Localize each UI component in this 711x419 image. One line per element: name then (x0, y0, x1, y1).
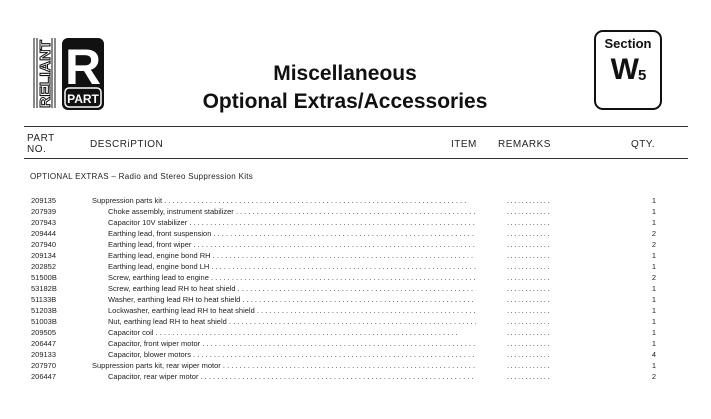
section-label: Section (604, 36, 652, 51)
reliant-part-logo (30, 32, 112, 112)
page-title-line2: Optional Extras/Accessories (202, 90, 488, 113)
remarks-leader: ............ (507, 350, 552, 359)
logo-brand: RELIANT (37, 43, 54, 108)
part-number: 209135 (31, 196, 57, 205)
quantity: 1 (651, 317, 656, 326)
header-bottom-rule (24, 158, 688, 159)
part-description: Screw, earthing lead RH to heat shield . . . (108, 283, 476, 294)
col-header-item: ITEM (451, 139, 477, 150)
table-row (0, 360, 711, 371)
logo-letter: R (64, 39, 102, 95)
part-number: 207939 (31, 207, 57, 216)
part-number: 51203B (31, 306, 57, 315)
table-row (0, 349, 711, 360)
remarks-leader: ............ (507, 262, 552, 271)
table-row (0, 250, 711, 261)
table-row (0, 272, 711, 283)
quantity: 1 (651, 207, 656, 216)
part-description: Screw, earthing lead to engine . . . (108, 272, 476, 283)
remarks-leader: ............ (507, 295, 552, 304)
table-row (0, 338, 711, 349)
quantity: 1 (651, 284, 656, 293)
part-description: Capacitor 10V stabilizer . . . (108, 217, 476, 228)
quantity: 1 (651, 339, 656, 348)
table-row (0, 228, 711, 239)
col-header-remarks: REMARKS (498, 139, 551, 150)
part-description: Capacitor, front wiper motor . . . (108, 338, 476, 349)
remarks-leader: ............ (507, 218, 552, 227)
quantity: 2 (651, 229, 656, 238)
remarks-leader: ............ (507, 207, 552, 216)
remarks-leader: ............ (507, 196, 552, 205)
part-number: 51133B (31, 295, 57, 304)
remarks-leader: ............ (507, 339, 552, 348)
table-row (0, 294, 711, 305)
remarks-leader: ............ (507, 328, 552, 337)
part-number: 206447 (31, 339, 57, 348)
table-row (0, 206, 711, 217)
part-description: Suppression parts kit . . . (92, 195, 476, 206)
part-description: Capacitor, blower motors . . . (108, 349, 476, 360)
part-number: 206447 (31, 372, 57, 381)
remarks-leader: ............ (507, 372, 552, 381)
part-description: Earthing lead, engine bond LH . . . (108, 261, 476, 272)
quantity: 1 (651, 306, 656, 315)
remarks-leader: ............ (507, 317, 552, 326)
part-number: 209134 (31, 251, 57, 260)
table-row (0, 316, 711, 327)
part-number: 207940 (31, 240, 57, 249)
remarks-leader: ............ (507, 361, 552, 370)
part-description: Suppression parts kit, rear wiper motor . . . (92, 360, 476, 371)
remarks-leader: ............ (507, 240, 552, 249)
table-row (0, 261, 711, 272)
table-row (0, 217, 711, 228)
part-number: 209133 (31, 350, 57, 359)
col-header-description: DESCRiPTION (90, 139, 164, 150)
part-number: 51500B (31, 273, 57, 282)
part-number: 209505 (31, 328, 57, 337)
quantity: 1 (651, 251, 656, 260)
part-number: 53182B (31, 284, 57, 293)
remarks-leader: ............ (507, 284, 552, 293)
part-number: 207970 (31, 361, 57, 370)
quantity: 4 (651, 350, 656, 359)
quantity: 2 (651, 240, 656, 249)
part-description: Earthing lead, engine bond RH . . . (108, 250, 476, 261)
table-row (0, 239, 711, 250)
part-description: Earthing lead, front suspension . . . (108, 228, 476, 239)
quantity: 1 (651, 328, 656, 337)
quantity: 2 (651, 372, 656, 381)
table-row (0, 305, 711, 316)
col-header-qty: QTY. (631, 139, 656, 150)
remarks-leader: ............ (507, 251, 552, 260)
remarks-leader: ............ (507, 306, 552, 315)
part-description: Earthing lead, front wiper . . . (108, 239, 476, 250)
part-description: Nut, earthing lead RH to heat shield . . . (108, 316, 476, 327)
parts-list (0, 195, 711, 382)
part-description: Choke assembly, instrument stabilizer . . . (108, 206, 476, 217)
part-description: Capacitor, rear wiper motor . . . (108, 371, 476, 382)
part-number: 202852 (31, 262, 57, 271)
quantity: 1 (651, 218, 656, 227)
group-title: OPTIONAL EXTRAS – Radio and Stereo Suppression Kits (30, 172, 254, 181)
remarks-leader: ............ (507, 273, 552, 282)
table-row (0, 327, 711, 338)
section-code (596, 53, 660, 87)
part-number: 209444 (31, 229, 57, 238)
part-description: Washer, earthing lead RH to heat shield . . . (108, 294, 476, 305)
section-letter: W (610, 53, 638, 86)
part-number: 207943 (31, 218, 57, 227)
part-description: Capacitor coil . . . (108, 327, 476, 338)
part-number: 51003B (31, 317, 57, 326)
part-description: Lockwasher, earthing lead RH to heat shield . . . (108, 305, 476, 316)
quantity: 1 (651, 262, 656, 271)
table-row (0, 371, 711, 382)
table-row (0, 195, 711, 206)
header-top-rule (24, 126, 688, 127)
quantity: 1 (651, 361, 656, 370)
table-row (0, 283, 711, 294)
logo-word: PART (67, 92, 99, 106)
quantity: 1 (651, 196, 656, 205)
quantity: 2 (651, 273, 656, 282)
col-header-part-no: PART NO. (27, 133, 55, 155)
remarks-leader: ............ (507, 229, 552, 238)
section-badge (594, 30, 662, 110)
page-title-line1: Miscellaneous (273, 62, 417, 85)
section-number: 5 (637, 67, 646, 84)
quantity: 1 (651, 295, 656, 304)
